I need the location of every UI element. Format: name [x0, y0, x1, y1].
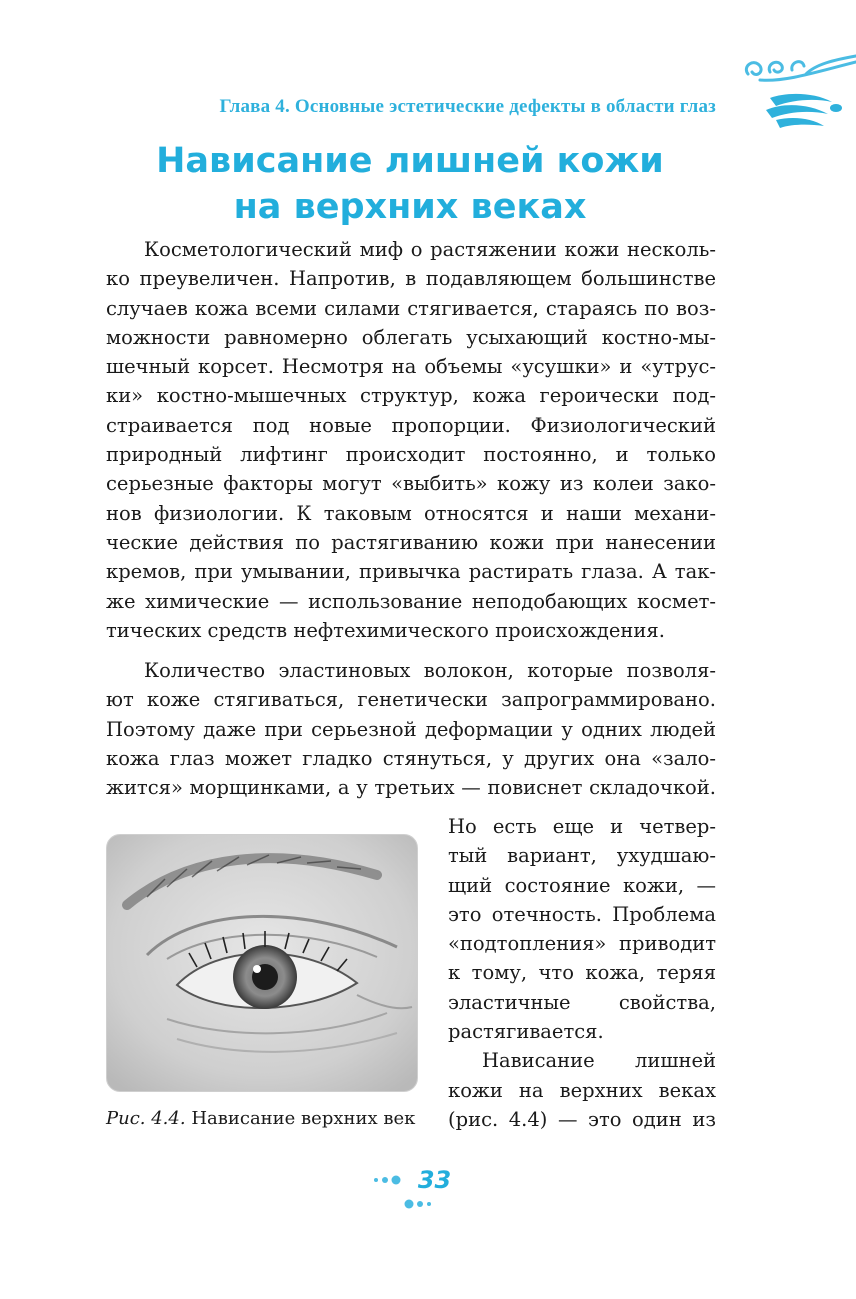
text-line: кожи на верхних веках	[448, 1078, 716, 1102]
text-line: ко преувеличен. Напротив, в подавляющем большинстве	[106, 267, 716, 291]
text-line: тических средств нефтехимического происхождения.	[106, 618, 665, 642]
swirl-ornament-icon	[736, 52, 856, 138]
text-line: к тому, что кожа, теряя	[448, 961, 716, 985]
text-line: щий состояние кожи, —	[448, 873, 716, 897]
text-line: ки» костно-мышечных структур, кожа героически под-	[106, 384, 716, 408]
text-line: ют коже стягиваться, генетически запрограммировано.	[106, 688, 716, 712]
text-line: «подтопления» приводит	[448, 932, 716, 956]
text-line: Поэтому даже при серьезной деформации у одних людей	[106, 717, 716, 741]
text-line: Но есть еще и четвер-	[448, 815, 716, 838]
caption-text: Нависание верхних век	[191, 1108, 416, 1129]
figure-caption	[106, 1108, 426, 1129]
text-line: серьезные факторы могут «выбить» кожу из колеи зако-	[106, 472, 716, 496]
text-line: кремов, при умывании, привычка растирать глаза. А так-	[106, 560, 716, 584]
text-line: шечный корсет. Несмотря на объемы «усушки» и «утрус-	[106, 355, 716, 379]
caption-label: Рис. 4.4.	[106, 1108, 186, 1129]
text-line: нов физиологии. К таковым относятся и наши механи-	[106, 501, 716, 525]
side-column-text	[448, 812, 716, 1134]
text-line: эластичные свойства,	[448, 990, 716, 1014]
text-line: Количество эластиновых волокон, которые позволя-	[144, 659, 716, 682]
dots-ornament-icon	[373, 1171, 405, 1190]
title-line-2: на верхних веках	[233, 187, 587, 227]
paragraph-1	[106, 235, 716, 645]
text-line: растягивается.	[448, 1020, 604, 1044]
page-title	[106, 138, 714, 230]
text-line: же химические — использование неподобающих космет-	[106, 589, 716, 613]
page-number: 33	[417, 1166, 452, 1194]
text-line: кожа глаз может гладко стянуться, у других она «зало-	[106, 746, 716, 770]
dots-ornament-icon	[400, 1195, 432, 1214]
text-line: Нависание лишней	[482, 1049, 716, 1073]
text-line: ческие действия по растягиванию кожи при нанесении	[106, 530, 716, 554]
text-line: страивается под новые пропорции. Физиологический	[106, 413, 716, 437]
eye-figure	[106, 834, 418, 1092]
text-line: тый вариант, ухудшаю-	[448, 844, 716, 868]
text-line: это отечность. Проблема	[448, 902, 716, 926]
text-line: жится» морщинками, а у третьих — повиснет складочкой.	[106, 776, 716, 800]
text-line: (рис. 4.4) — это один из	[448, 1107, 716, 1131]
text-line: случаев кожа всеми силами стягивается, стараясь по воз-	[106, 296, 716, 320]
text-line: природный лифтинг происходит постоянно, и только	[106, 443, 716, 467]
title-line-1: Нависание лишней кожи	[156, 141, 664, 181]
chapter-header: Глава 4. Основные эстетические дефекты в области глаз	[219, 96, 716, 117]
text-line: можности равномерно облегать усыхающий костно-мы-	[106, 325, 716, 349]
paragraph-2	[106, 656, 716, 802]
text-line: Косметологический миф о растяжении кожи несколь-	[144, 238, 716, 261]
page-number-footer	[356, 1166, 476, 1214]
